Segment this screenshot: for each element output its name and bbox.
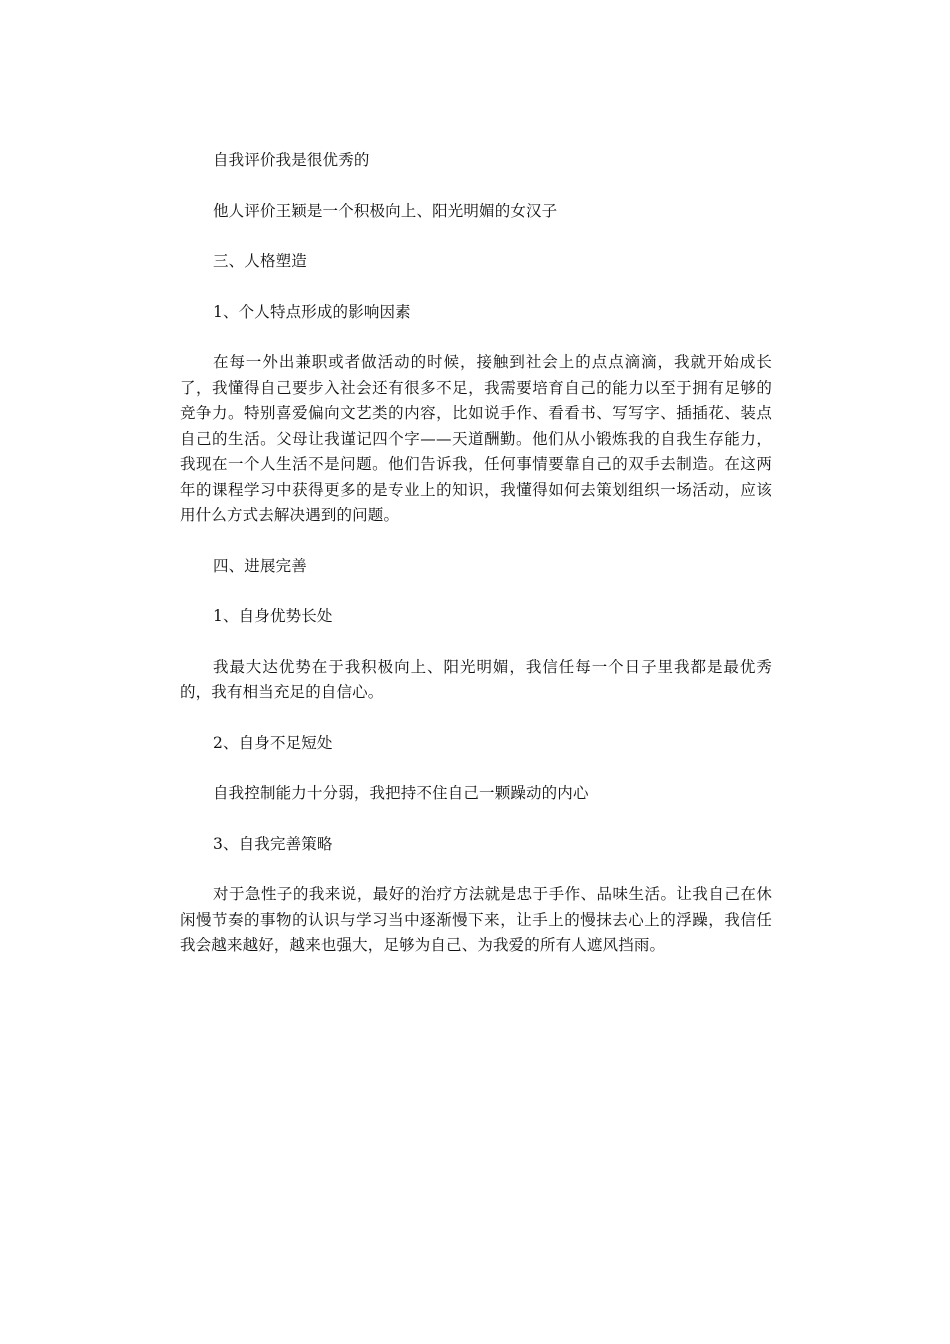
influence-factors-paragraph: 在每一外出兼职或者做活动的时候，接触到社会上的点点滴滴，我就开始成长了，我懂得自己要步入社会还有很多不足，我需要培育自己的能力以至于拥有足够的竞争力。特别喜爱偏向文艺类的内容，比如说手作、看看书、写写字、插插花、装点自己的生活。父母让我谨记四个字——天道酬勤。他们从小锻炼我的自我生存能力，我现在一个人生活不是问题。他们告诉我，任何事情要靠自己的双手去制造。在这两年的课程学习中获得更多的是专业上的知识，我懂得如何去策划组织一场活动，应该用什么方式去解决遇到的问题。: [180, 353, 772, 524]
subheading-strategy: 3、自我完善策略: [213, 834, 333, 853]
strategy-paragraph: 对于急性子的我来说，最好的治疗方法就是忠于手作、品味生活。让我自己在休闲慢节奏的事物的认识与学习当中逐渐慢下来，让手上的慢抹去心上的浮躁，我信任我会越来越好，越来也强大，足够为自己、为我爱的所有人遮风挡雨。: [180, 885, 772, 954]
document-page: [180, 148, 772, 984]
subheading-strengths: 1、自身优势长处: [213, 607, 333, 625]
others-evaluation-paragraph: 他人评价王颖是一个积极向上、阳光明媚的女汉子: [213, 201, 558, 220]
self-evaluation-paragraph: 自我评价我是很优秀的: [213, 151, 370, 169]
section-heading-improvement: 四、进展完善: [213, 556, 307, 575]
weaknesses-paragraph: 自我控制能力十分弱，我把持不住自己一颗躁动的内心: [213, 784, 589, 802]
section-heading-personality: 三、人格塑造: [213, 252, 307, 270]
subheading-influence-factors: 1、个人特点形成的影响因素: [213, 302, 411, 321]
subheading-weaknesses: 2、自身不足短处: [213, 733, 333, 752]
strengths-paragraph: 我最大达优势在于我积极向上、阳光明媚，我信任每一个日子里我都是最优秀的，我有相当充足的自信心。: [180, 657, 772, 701]
